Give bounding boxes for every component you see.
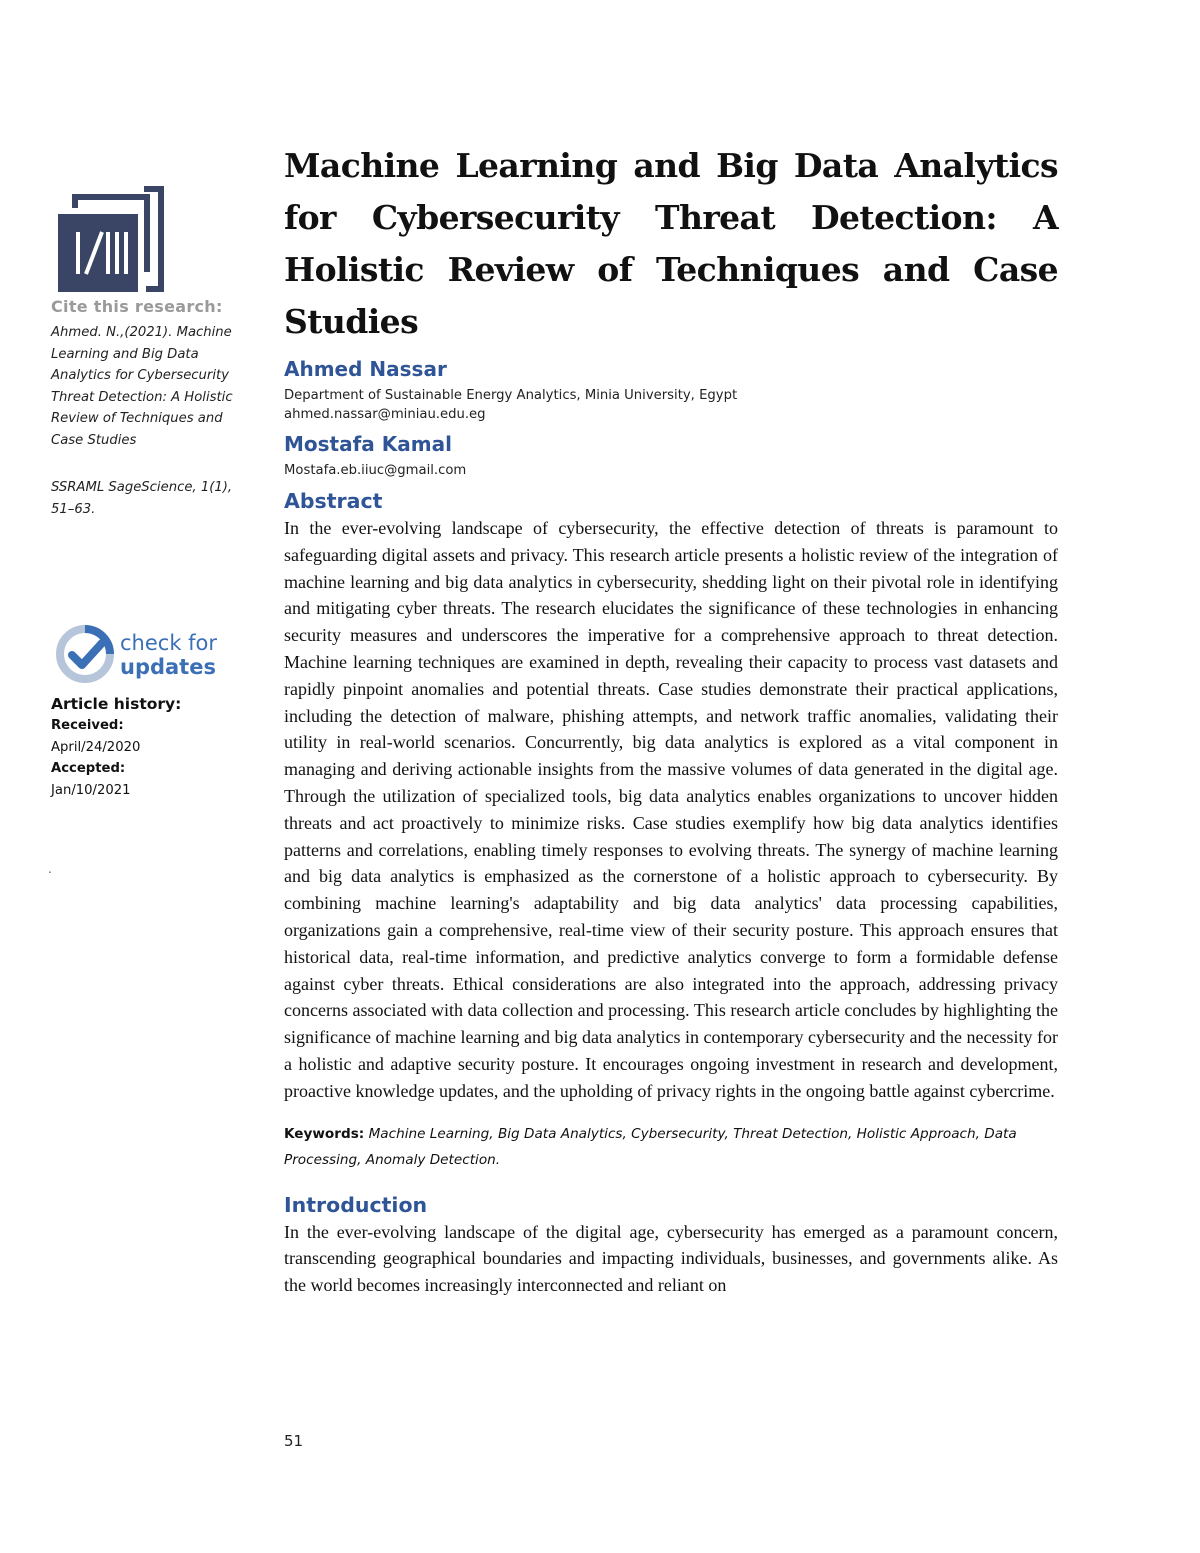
abstract-heading: Abstract [284, 489, 383, 513]
cite-heading: Cite this research: [51, 297, 223, 316]
accepted-label: Accepted: [51, 761, 126, 776]
updates-label: updates [120, 655, 216, 679]
article-history [51, 695, 251, 801]
check-updates-icon [56, 625, 114, 683]
journal-logo [58, 186, 164, 292]
citation-journal: SSRAML SageScience, 1(1), 51–63. [51, 480, 233, 517]
paper-title: Machine Learning and Big Data Analytics for Cybersecurity Threat Detection: A Holistic Review of Techniques and Case Studies [284, 146, 1058, 341]
keywords-label: Keywords: [284, 1125, 365, 1142]
author-name: Ahmed Nassar [284, 357, 447, 381]
author-email[interactable]: ahmed.nassar@miniau.edu.eg [284, 407, 486, 422]
page-number: 51 [284, 1432, 304, 1450]
author-affiliation: Department of Sustainable Energy Analytics, Minia University, Egypt [284, 388, 738, 403]
keywords [284, 1121, 1058, 1173]
check-for-updates-badge[interactable] [56, 625, 236, 685]
history-heading: Article history: [51, 695, 182, 713]
introduction-text: In the ever-evolving landscape of the digital age, cybersecurity has emerged as a paramount concern, transcending geographical boundaries and impacting individuals, businesses, and governments alike. As the world becomes increasingly interconnected and reliant on [284, 1221, 1058, 1296]
received-label: Received: [51, 718, 124, 733]
keywords-list: Machine Learning, Big Data Analytics, Cybersecurity, Threat Detection, Holistic Approach, Data Processing, Anomaly Detection. [284, 1125, 1017, 1168]
citation-text: Ahmed. N.,(2021). Machine Learning and Big Data Analytics for Cybersecurity Threat Detection: A Holistic Review of Techniques and Case Studies [51, 325, 233, 448]
stray-mark: . [48, 862, 52, 876]
introduction-heading: Introduction [284, 1192, 428, 1217]
received-date: April/24/2020 [51, 739, 141, 755]
citation-block [51, 297, 251, 520]
accepted-date: Jan/10/2021 [51, 782, 131, 798]
author-2 [284, 431, 1058, 480]
article-main [284, 140, 1058, 1299]
author-name: Mostafa Kamal [284, 432, 452, 456]
author-email[interactable]: Mostafa.eb.iiuc@gmail.com [284, 463, 467, 478]
check-label: check for [120, 631, 218, 655]
abstract-text: In the ever-evolving landscape of cybersecurity, the effective detection of threats is paramount to safeguarding digital assets and privacy. This research article presents a holistic review of the integration of machine learning and big data analytics in cybersecurity, shedding light on their pivotal role in identifying and mitigating cyber threats. The research elucidates the significance of these technologies in enhancing security measures and underscores the imperative for a comprehensive approach to threat detection. Machine learning techniques are examined in depth, revealing their capacity to process vast datasets and rapidly pinpoint anomalies and potential threats. Case studies demonstrate their practical applications, including the detection of malware, phishing attempts, and network traffic anomalies, validating their utility in real-world scenarios. Concurrently, big data analytics is explored as a vital component in managing and deriving actionable insights from the massive volumes of data generated in the digital age. Through the utilization of specialized tools, big data analytics enables organizations to uncover hidden threats and act proactively to minimize risks. Case studies exemplify how big data analytics identifies patterns and correlations, enabling timely responses to evolving threats. The synergy of machine learning and big data analytics is emphasized as the cornerstone of a holistic approach to cybersecurity. By combining machine learning's adaptability and big data analytics' data processing capabilities, organizations gain a comprehensive, real-time view of their security posture. This approach ensures that historical data, real-time information, and predictive analytics converge to form a formidable defense against cyber threats. Ethical considerations are also integrated into the approach, addressing privacy concerns associated with data collection and processing. This research article concludes by highlighting the significance of machine learning and big data analytics in contemporary cybersecurity and the necessity for a holistic and adaptive security posture. It encourages ongoing investment in research and development, proactive knowledge updates, and the upholding of privacy rights in the ongoing battle against cybercrime. [284, 518, 1058, 1101]
author-1 [284, 356, 1058, 424]
